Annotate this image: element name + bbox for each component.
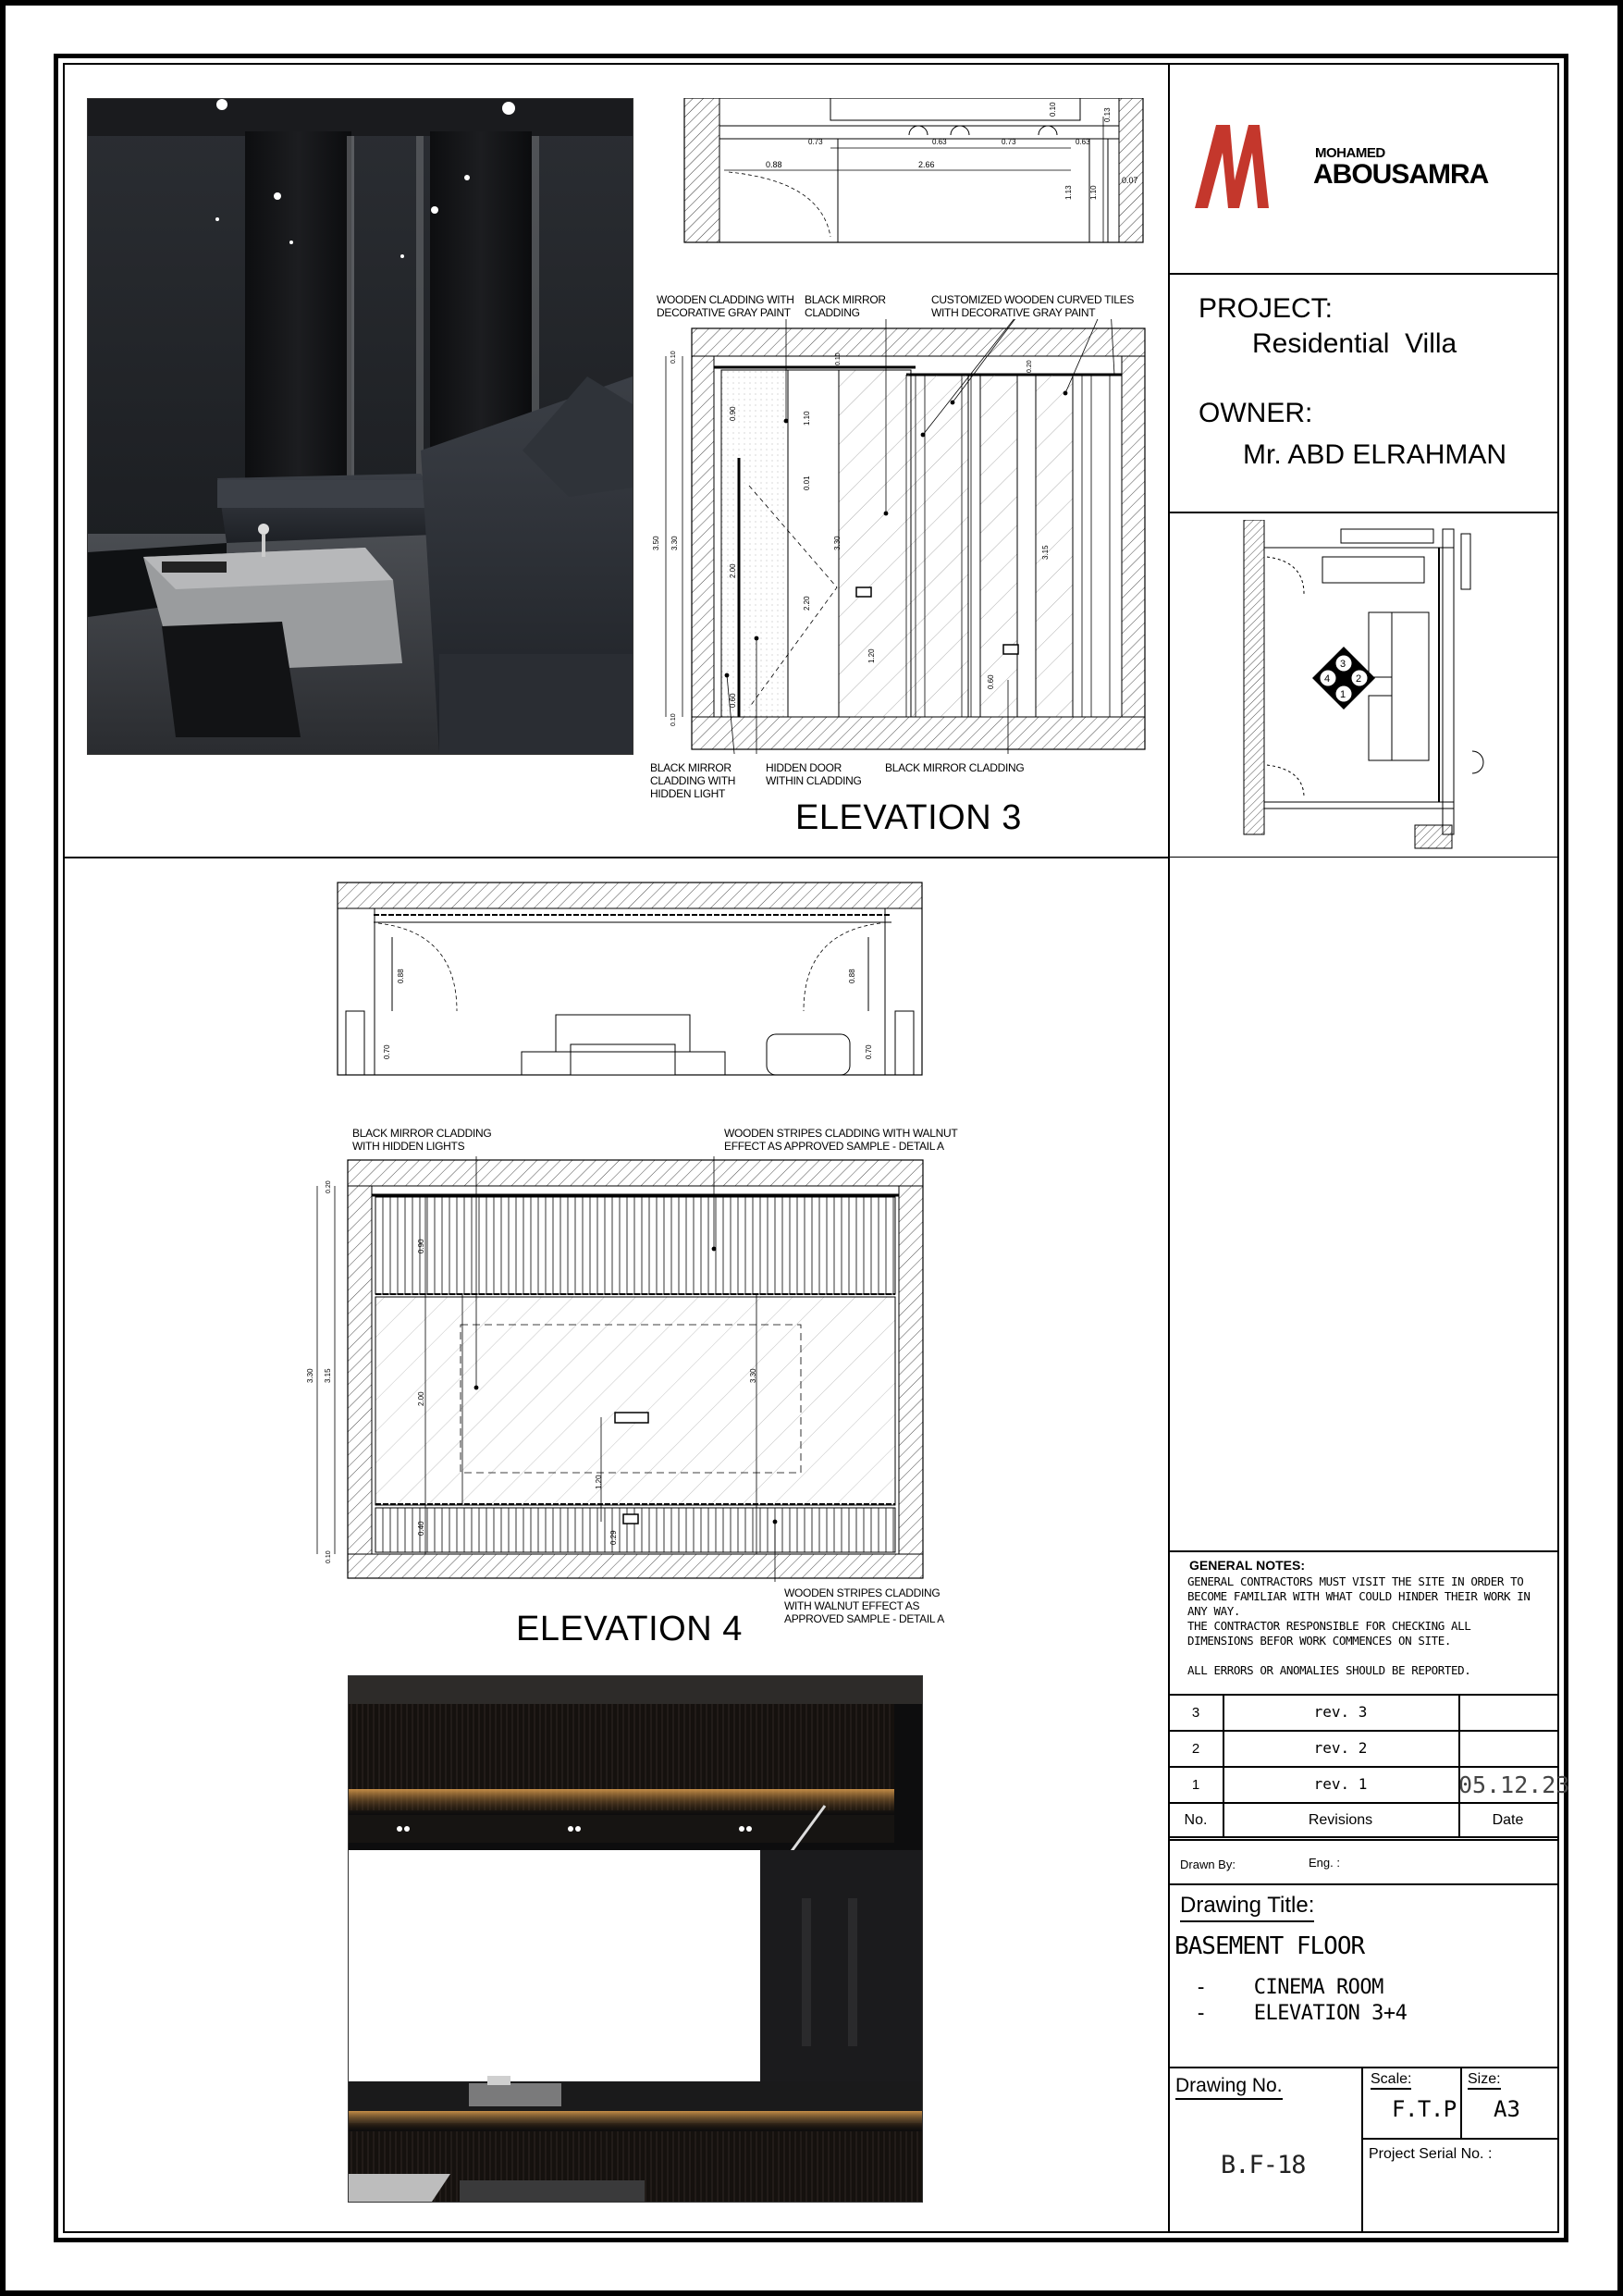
svg-text:3.15: 3.15 xyxy=(1041,545,1050,560)
svg-text:0.01: 0.01 xyxy=(803,475,811,490)
svg-text:0.63: 0.63 xyxy=(1076,138,1090,146)
svg-text:0.29: 0.29 xyxy=(609,1530,618,1545)
general-notes-line: BECOME FAMILIAR WITH WHAT COULD HINDER THEIR WORK IN xyxy=(1187,1589,1531,1603)
tb-divider-drawnby-top xyxy=(1169,1839,1557,1841)
project-label: PROJECT: xyxy=(1199,293,1334,324)
drawing-title-item-cinema: - CINEMA ROOM xyxy=(1195,1976,1383,1999)
revision-row-1-date: 05.12.23 xyxy=(1458,1771,1570,1798)
e3-label-black-mirror-top: BLACK MIRROR CLADDING xyxy=(805,293,886,319)
general-notes xyxy=(1187,1558,1548,1678)
svg-text:0.10: 0.10 xyxy=(670,713,677,726)
svg-text:1.20: 1.20 xyxy=(595,1475,603,1489)
svg-text:3.30: 3.30 xyxy=(306,1368,314,1383)
tb-divider-owner xyxy=(1169,512,1557,513)
render-cinema-image xyxy=(348,1675,923,2203)
general-notes-line: ANY WAY. xyxy=(1187,1604,1241,1618)
svg-text:3.30: 3.30 xyxy=(749,1368,757,1383)
svg-text:0.20: 0.20 xyxy=(1027,360,1033,373)
svg-text:0.40: 0.40 xyxy=(417,1521,425,1536)
revision-row-2-no: 2 xyxy=(1191,1741,1200,1757)
general-notes-title: GENERAL NOTES: xyxy=(1189,1558,1305,1573)
drawing-title-item-elevation: - ELEVATION 3+4 xyxy=(1195,2002,1408,2025)
tb-divider-keyplan xyxy=(1169,857,1557,858)
general-notes-line xyxy=(1187,1648,1548,1663)
svg-text:0.10: 0.10 xyxy=(1049,102,1057,117)
e4-label-wooden-stripes-bottom: WOODEN STRIPES CLADDING WITH WALNUT EFFECT AS APPROVED SAMPLE - DETAIL A xyxy=(784,1586,944,1625)
drawing-title-main: BASEMENT FLOOR xyxy=(1174,1932,1365,1960)
svg-text:3.15: 3.15 xyxy=(324,1368,332,1383)
svg-text:0.60: 0.60 xyxy=(729,693,737,708)
revisions-table xyxy=(1169,1694,1570,1838)
section-divider xyxy=(63,857,1169,858)
tb-divider-logo xyxy=(1169,273,1557,275)
view-marker-3: 3 xyxy=(1340,659,1346,670)
revision-row-3-no: 3 xyxy=(1191,1705,1200,1721)
view-marker-4: 4 xyxy=(1324,673,1331,685)
revision-row-1-label: rev. 1 xyxy=(1313,1775,1368,1793)
title-block-divider xyxy=(1168,63,1170,2233)
svg-text:0.88: 0.88 xyxy=(766,160,782,169)
tb-divider-drawingno xyxy=(1361,2067,1363,2233)
svg-text:0.10: 0.10 xyxy=(835,352,842,365)
general-notes-line: ALL ERRORS OR ANOMALIES SHOULD BE REPORTED. xyxy=(1187,1663,1471,1677)
e3-label-black-mirror-hidden-light: BLACK MIRROR CLADDING WITH HIDDEN LIGHT xyxy=(650,761,736,800)
key-plan-drawing xyxy=(1230,520,1489,858)
revisions-header-date: Date xyxy=(1492,1812,1524,1828)
view-marker-1: 1 xyxy=(1340,689,1346,700)
revision-row-2-label: rev. 2 xyxy=(1313,1739,1368,1757)
drawing-no-value: B.F-18 xyxy=(1221,2151,1306,2179)
svg-text:2.66: 2.66 xyxy=(918,160,935,169)
size-value: A3 xyxy=(1494,2096,1520,2122)
eng-label: Eng. : xyxy=(1309,1856,1340,1870)
revision-row-1-no: 1 xyxy=(1191,1777,1200,1793)
svg-text:0.10: 0.10 xyxy=(326,1550,332,1563)
e4-label-wooden-stripes-top: WOODEN STRIPES CLADDING WITH WALNUT EFFECT AS APPROVED SAMPLE - DETAIL A xyxy=(724,1127,958,1153)
owner-value: Mr. ABD ELRAHMAN xyxy=(1243,439,1507,470)
e3-label-hidden-door: HIDDEN DOOR WITHIN CLADDING xyxy=(766,761,862,787)
general-notes-line: GENERAL CONTRACTORS MUST VISIT THE SITE IN ORDER TO xyxy=(1187,1574,1524,1588)
size-label: Size: xyxy=(1468,2071,1501,2090)
svg-text:0.90: 0.90 xyxy=(417,1239,425,1253)
svg-text:0.90: 0.90 xyxy=(729,406,737,421)
logo-name-bottom: ABOUSAMRA xyxy=(1313,159,1489,190)
tb-divider-scale-size xyxy=(1460,2067,1462,2139)
project-serial-label: Project Serial No. : xyxy=(1369,2146,1493,2162)
elevation-4-title: ELEVATION 4 xyxy=(516,1610,743,1648)
e3-label-black-mirror-bottom: BLACK MIRROR CLADDING xyxy=(885,761,1025,774)
scale-value: F.T.P xyxy=(1392,2096,1457,2122)
svg-text:3.30: 3.30 xyxy=(833,536,842,550)
general-notes-line: THE CONTRACTOR RESPONSIBLE FOR CHECKING ALL xyxy=(1187,1619,1471,1633)
drawn-by-label: Drawn By: xyxy=(1180,1858,1236,1871)
revisions-header-revision: Revisions xyxy=(1308,1812,1373,1828)
svg-text:0.88: 0.88 xyxy=(848,969,856,983)
tb-divider-title xyxy=(1169,2067,1557,2068)
owner-label: OWNER: xyxy=(1199,398,1313,428)
svg-text:0.63: 0.63 xyxy=(932,138,947,146)
svg-text:1.10: 1.10 xyxy=(1089,185,1098,200)
elevation-3-plan-drawing xyxy=(682,98,1145,251)
svg-text:0.20: 0.20 xyxy=(326,1180,332,1193)
svg-text:0.10: 0.10 xyxy=(670,351,677,364)
elevation-4-drawing xyxy=(305,1156,925,1586)
svg-text:3.30: 3.30 xyxy=(670,536,679,550)
svg-text:0.73: 0.73 xyxy=(808,138,823,146)
e3-label-wooden-cladding: WOODEN CLADDING WITH DECORATIVE GRAY PAINT xyxy=(657,293,794,319)
company-logo xyxy=(1193,116,1285,217)
elevation-4-plan-drawing xyxy=(337,882,923,1080)
general-notes-line: DIMENSIONS BEFOR WORK COMMENCES ON SITE. xyxy=(1187,1634,1452,1648)
svg-text:0.88: 0.88 xyxy=(397,969,405,983)
svg-text:0.70: 0.70 xyxy=(383,1044,391,1059)
revisions-header-no: No. xyxy=(1184,1812,1208,1828)
tb-divider-drawnby-bottom xyxy=(1169,1883,1557,1885)
svg-text:2.00: 2.00 xyxy=(417,1391,425,1406)
e4-label-black-mirror: BLACK MIRROR CLADDING WITH HIDDEN LIGHTS xyxy=(352,1127,492,1153)
e3-label-curved-tiles: CUSTOMIZED WOODEN CURVED TILES WITH DECORATIVE GRAY PAINT xyxy=(931,293,1135,319)
elevation-3-title: ELEVATION 3 xyxy=(795,798,1022,837)
drawing-no-label: Drawing No. xyxy=(1175,2075,1283,2100)
svg-text:2.00: 2.00 xyxy=(729,563,737,578)
project-value: Residential Villa xyxy=(1252,328,1457,359)
view-marker-2: 2 xyxy=(1356,673,1362,685)
svg-text:0.73: 0.73 xyxy=(1002,138,1016,146)
svg-text:0.13: 0.13 xyxy=(1103,107,1112,122)
svg-text:0.60: 0.60 xyxy=(987,674,995,689)
svg-text:1.10: 1.10 xyxy=(803,411,811,426)
svg-text:1.20: 1.20 xyxy=(867,648,876,663)
drawing-title-label: Drawing Title: xyxy=(1180,1893,1314,1922)
svg-text:0.07: 0.07 xyxy=(1122,176,1138,185)
logo-name-top: MOHAMED xyxy=(1315,145,1385,161)
scale-label: Scale: xyxy=(1371,2071,1411,2090)
svg-text:1.13: 1.13 xyxy=(1064,185,1073,200)
elevation-3-drawing xyxy=(647,319,1147,759)
tb-divider-notes xyxy=(1169,1550,1557,1552)
svg-text:0.70: 0.70 xyxy=(865,1044,873,1059)
tb-divider-serial xyxy=(1361,2138,1557,2140)
render-lounge-image xyxy=(87,98,633,755)
revision-row-3-label: rev. 3 xyxy=(1313,1703,1368,1721)
svg-text:3.50: 3.50 xyxy=(652,536,660,550)
svg-text:2.20: 2.20 xyxy=(803,596,811,611)
